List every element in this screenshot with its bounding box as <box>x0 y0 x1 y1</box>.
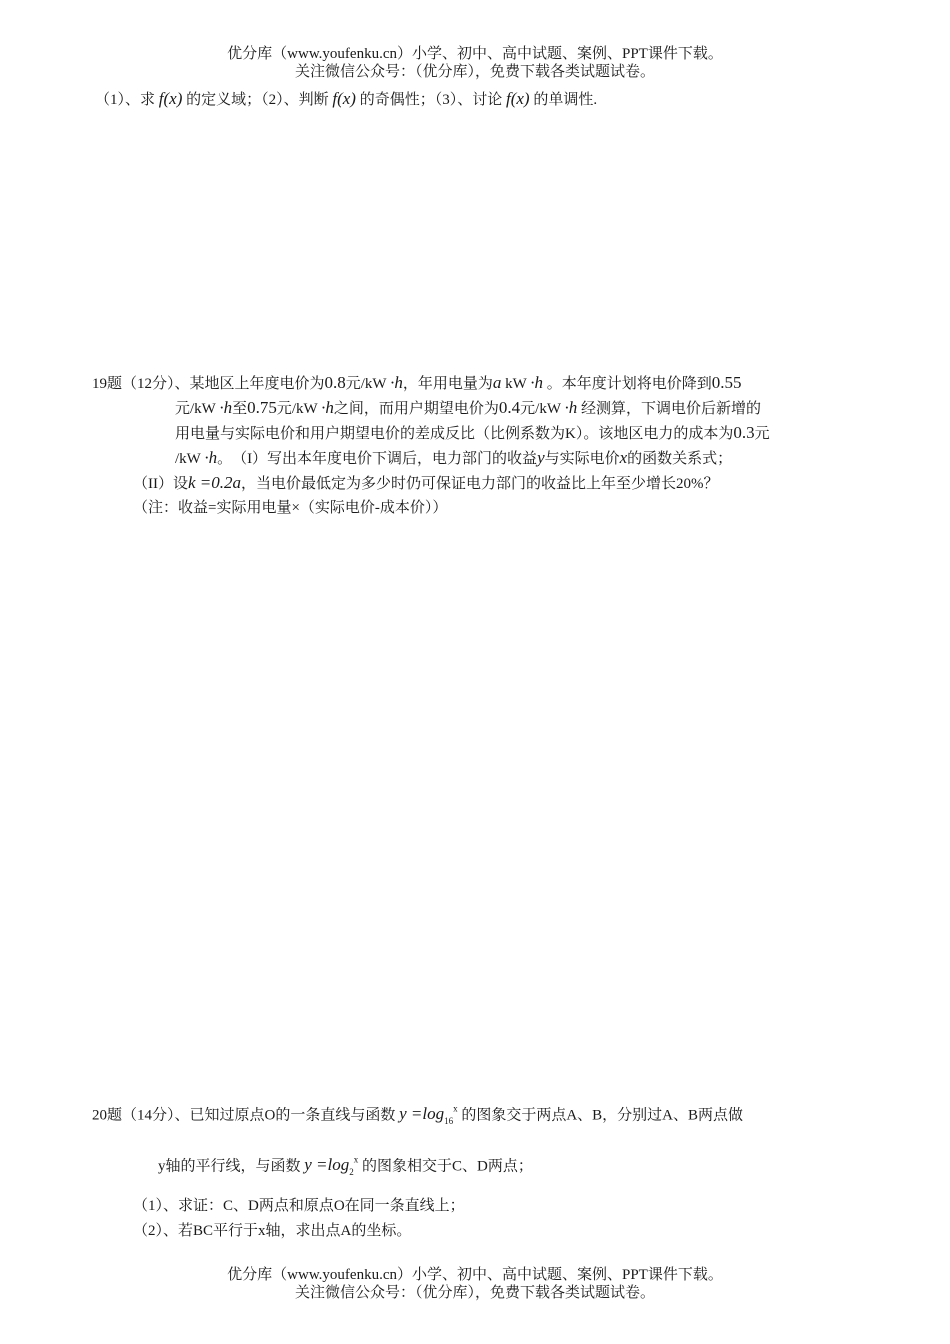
q19-text: 。本年度计划将电价降到 <box>546 376 712 392</box>
q19-line-2 <box>175 398 761 419</box>
q19-price-expected: 0.4 <box>498 398 521 417</box>
q20-part-2: （2）、若BC平行于x轴，求出点A的坐标。 <box>133 1223 412 1239</box>
q19-line-5 <box>133 473 719 494</box>
q20-intro: 20题（14分）、已知过原点O的一条直线与函数 <box>92 1107 396 1124</box>
q19-line-1 <box>92 373 742 394</box>
q18-fx-2: f(x) <box>332 89 356 108</box>
page-header-line-1: 优分库（www.youfenku.cn）小学、初中、高中试题、案例、PPT课件下载。 <box>227 46 723 62</box>
page-footer-line-2: 关注微信公众号：（优分库），免费下载各类试题试卷。 <box>294 1285 655 1301</box>
q18-fx-3: f(x) <box>505 89 530 108</box>
q19-var-x: x <box>619 448 628 467</box>
q19-unit-h: ·h <box>390 373 403 392</box>
q19-unit-h: ·h <box>204 448 218 467</box>
q19-unit: /kW <box>175 451 201 467</box>
q20-f1-lhs: y =log <box>399 1104 445 1124</box>
q19-unit-h: ·h <box>321 398 334 417</box>
q19-text: 用电量与实际电价和用户期望电价的差成反比（比例系数为K）。该地区电力的成本为 <box>175 426 734 442</box>
q19-text: 至 <box>232 401 248 417</box>
q19-unit: 元/kW <box>520 401 561 417</box>
q20-f2-lhs: y =log <box>304 1155 350 1175</box>
q18-text-3: 的奇偶性；（3）、讨论 <box>359 92 503 108</box>
q20-part-1: （1）、求证：C、D两点和原点O在同一条直线上； <box>133 1198 465 1214</box>
q19-unit: 元/kW <box>175 401 216 417</box>
q19-var-a: a <box>492 373 502 392</box>
q20-function-1 <box>399 1103 458 1127</box>
q19-unit-h: ·h <box>530 373 543 392</box>
q19-unit-h: ·h <box>564 398 578 417</box>
q19-unit: 元/kW <box>345 376 387 392</box>
q19-line-3 <box>175 423 770 444</box>
q19-var-y: y <box>537 448 545 467</box>
q19-unit: 元/kW <box>276 401 318 417</box>
q18-subquestions <box>95 89 597 110</box>
q20-text: 的图象交于两点A、B，分别过A、B两点做 <box>461 1107 744 1124</box>
q19-intro: 19题（12分）、某地区上年度电价为 <box>92 376 325 392</box>
q19-text: 经测算，下调电价后新增的 <box>580 401 761 417</box>
q20-f1-arg: x <box>453 1104 458 1114</box>
q19-part-1: 。 （I）写出本年度电价下调后，电力部门的收益 <box>217 451 538 467</box>
q19-unit-kw: kW <box>505 376 527 392</box>
q20-text: 的图象相交于C、D两点； <box>362 1158 533 1175</box>
q19-unit-h: ·h <box>219 398 233 417</box>
q19-text: 与实际电价 <box>544 451 620 467</box>
q20-f1-base: 16 <box>444 1116 454 1127</box>
page-footer-line-1: 优分库（www.youfenku.cn）小学、初中、高中试题、案例、PPT课件下载。 <box>227 1267 723 1283</box>
q19-line-4 <box>175 448 732 469</box>
q19-note: （注：收益=实际用电量×（实际电价-成本价）） <box>133 500 448 516</box>
q18-text-1: （1）、求 <box>95 92 156 108</box>
q18-fx-1: f(x) <box>158 89 183 108</box>
q18-text-2: 的定义域；（2）、判断 <box>186 92 329 108</box>
q19-yuan: 元 <box>754 426 770 442</box>
q20-line-2 <box>158 1150 533 1182</box>
q19-price-high: 0.75 <box>247 398 277 417</box>
q20-f2-base: 2 <box>349 1167 354 1178</box>
q20-line-1 <box>92 1099 743 1131</box>
q19-cost: 0.3 <box>733 423 755 442</box>
q18-text-4: 的单调性. <box>533 92 598 108</box>
page-header-line-2: 关注微信公众号：（优分库），免费下载各类试题试卷。 <box>294 64 655 80</box>
q20-function-2 <box>304 1154 359 1178</box>
q19-part-2: （II）设 <box>133 476 188 492</box>
q19-k-equation: k =0.2a <box>188 473 242 492</box>
q19-price-last-year: 0.8 <box>324 373 346 392</box>
q20-text: y轴的平行线，与函数 <box>158 1158 301 1175</box>
q19-text: 之间，而用户期望电价为 <box>333 401 499 417</box>
q20-f2-arg: x <box>353 1155 359 1165</box>
q19-price-low: 0.55 <box>711 373 742 392</box>
q19-text: ，当电价最低定为多少时仍可保证电力部门的收益比上年至少增长20%？ <box>241 476 719 492</box>
q19-text: ，年用电量为 <box>402 376 493 392</box>
q19-text: 的函数关系式； <box>627 451 733 467</box>
